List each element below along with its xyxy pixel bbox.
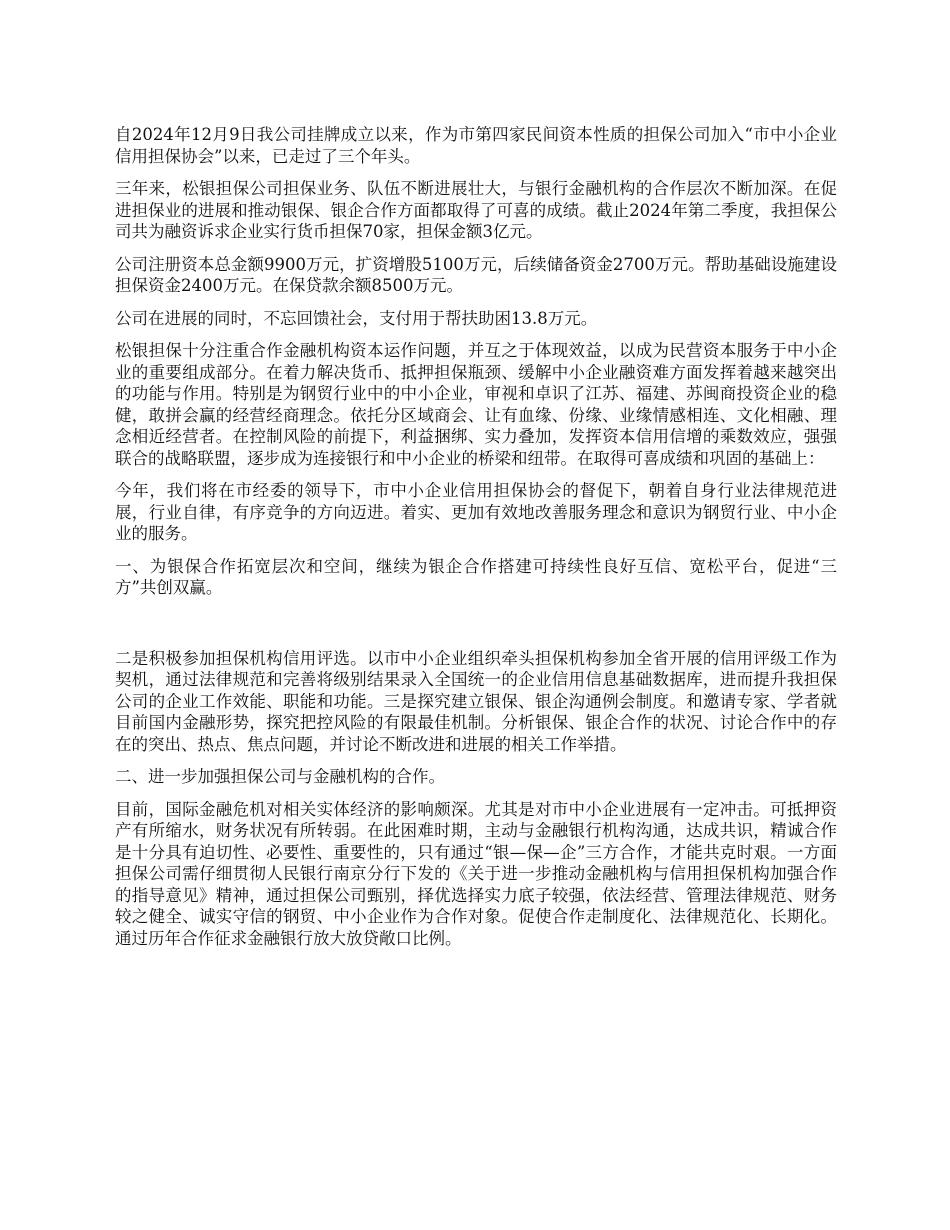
paragraph-intro: 自2024年12月9日我公司挂牌成立以来，作为市第四家民间资本性质的担保公司加入“市中小企业信用担保协会”以来，已走过了三个年头。 — [115, 125, 837, 166]
paragraph-this-year: 今年，我们将在市经委的领导下，市中小企业信用担保协会的督促下，朝着自身行业法律规范进展，行业自律，有序竞争的方向迈进。着实、更加有效地改善服务理念和意识为钢贸行业、中小企业的服务。 — [115, 481, 837, 543]
paragraph-cooperation: 松银担保十分注重合作金融机构资本运作问题，并互之于体现效益，以成为民营资本服务于中小企业的重要组成部分。在着力解决货币、抵押担保瓶颈、缓解中小企业融资难方面发挥着越来越突出的功能与作用。特别是为钢贸行业中的中小企业，审视和卓识了江苏、福建、苏闽商投资企业的稳健，敢拼会赢的经营经商理念。依托分区域商会、让有血缘、份缘、业缘情感相连、文化相融、理念相近经营者。在控制风险的前提下，利益捆绑、实力叠加，发挥资本信用信增的乘数效应，强强联合的战略联盟，逐步成为连接银行和中小企业的桥梁和纽带。在取得可喜成绩和巩固的基础上： — [115, 341, 837, 468]
paragraph-charity: 公司在进展的同时，不忘回馈社会，支付用于帮扶助困13.8万元。 — [115, 308, 598, 328]
paragraph-point-two: 二、进一步加强担保公司与金融机构的合作。 — [115, 767, 445, 786]
paragraph-three-years: 三年来，松银担保公司担保业务、队伍不断进展壮大，与银行金融机构的合作层次不断加深。在促进担保业的进展和推动银保、银企合作方面都取得了可喜的成绩。截止2024年第二季度，我担保公司共为融资诉求企业实行货币担保70家，担保金额3亿元。 — [115, 179, 837, 241]
paragraph-financial-crisis: 目前，国际金融危机对相关实体经济的影响颇深。尤其是对市中小企业进展有一定冲击。可抵押资产有所缩水，财务状况有所转弱。在此困难时期，主动与金融银行机构沟通，达成共识，精诚合作是十分具有迫切性、必要性、重要性的，只有通过“银—保—企”三方合作，才能共克时艰。一方面担保公司需仔细贯彻人民银行南京分行下发的《关于进一步推动金融机构与信用担保机构加强合作的指导意见》精神，通过担保公司甄别，择优选择实力底子较强，依法经营、管理法律规范、财务较之健全、诚实守信的钢贸、中小企业作为合作对象。促使合作走制度化、法律规范化、长期化。通过历年合作征求金融银行放大放贷敞口比例。 — [115, 799, 837, 948]
paragraph-point-one: 一、为银保合作拓宽层次和空间，继续为银企合作搭建可持续性良好互信、宽松平台，促进“三方”共创双赢。 — [115, 556, 837, 597]
document-body — [115, 124, 837, 960]
paragraph-capital: 公司注册资本总金额9900万元，扩资增股5100万元，后续储备资金2700万元。帮助基础设施建设担保资金2400万元。在保贷款余额8500万元。 — [115, 254, 837, 295]
paragraph-credit-rating: 二是积极参加担保机构信用评选。以市中小企业组织牵头担保机构参加全省开展的信用评级工作为契机，通过法律规范和完善将级别结果录入全国统一的企业信用信息基础数据库，进而提升我担保公司的企业工作效能、职能和功能。三是探究建立银保、银企沟通例会制度。和邀请专家、学者就目前国内金融形势，探究把控风险的有限最佳机制。分析银保、银企合作的状况、讨论合作中的存在的突出、热点、焦点问题，并讨论不断改进和进展的相关工作举措。 — [115, 648, 837, 754]
